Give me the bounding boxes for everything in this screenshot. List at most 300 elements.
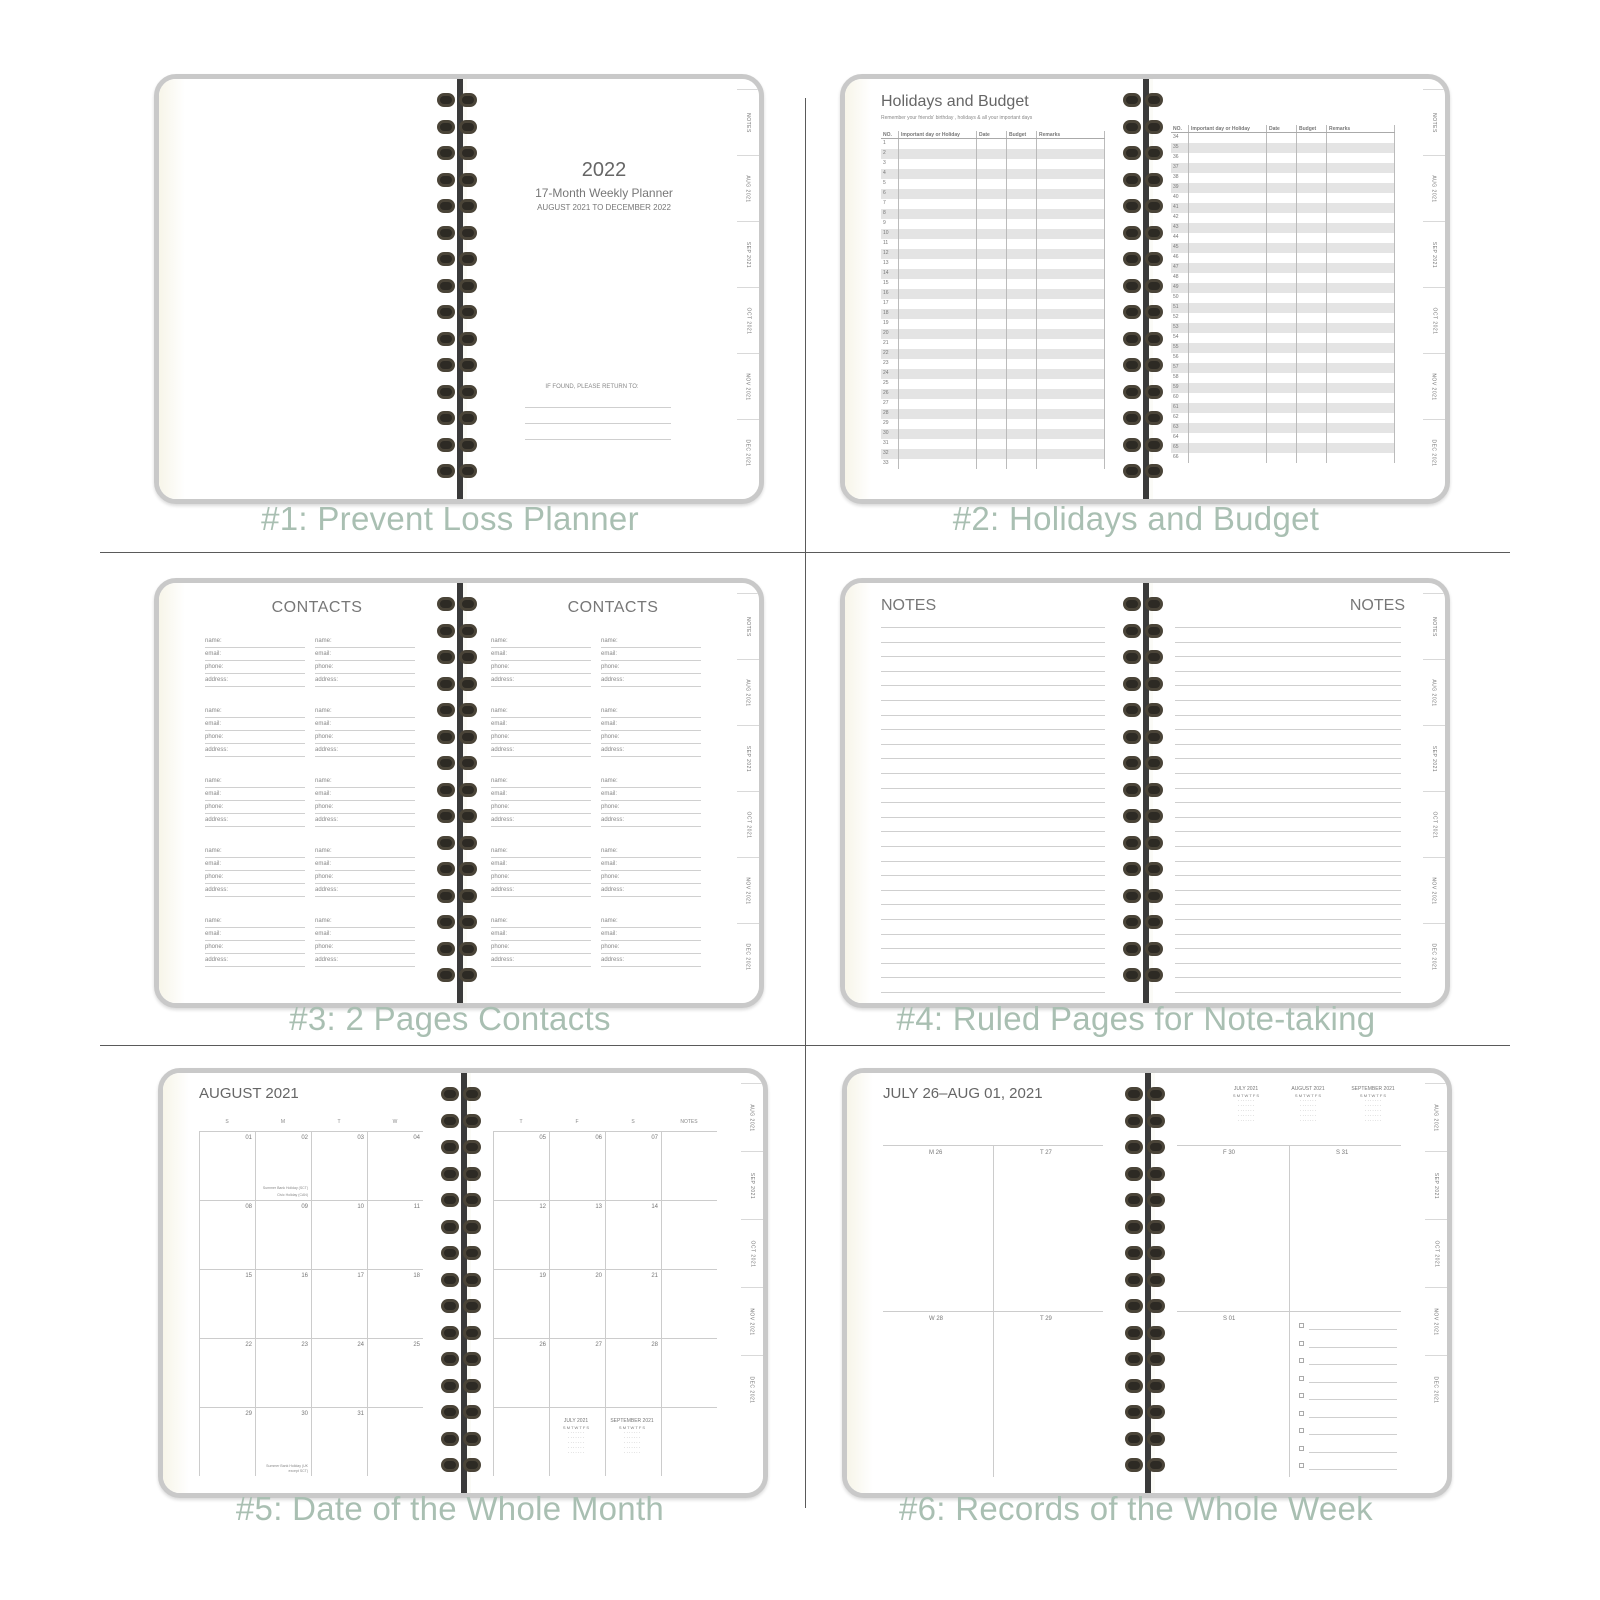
row-cell[interactable] <box>977 439 1007 449</box>
row-cell[interactable] <box>1327 223 1395 233</box>
row-cell[interactable] <box>977 199 1007 209</box>
row-cell[interactable] <box>1267 243 1297 253</box>
contact-field[interactable] <box>205 845 305 858</box>
contact-field[interactable] <box>491 884 591 897</box>
row-cell[interactable] <box>1297 303 1327 313</box>
row-cell[interactable] <box>1007 289 1037 299</box>
contact-field[interactable] <box>491 648 591 661</box>
row-cell[interactable] <box>1297 283 1327 293</box>
row-cell[interactable] <box>1007 199 1037 209</box>
day-cell[interactable] <box>199 1269 255 1338</box>
row-cell[interactable] <box>1007 139 1037 149</box>
month-tab[interactable] <box>1423 791 1445 857</box>
row-cell[interactable] <box>1037 389 1105 399</box>
month-tab[interactable] <box>1425 1355 1447 1423</box>
row-cell[interactable] <box>1037 289 1105 299</box>
row-cell[interactable] <box>1297 253 1327 263</box>
row-cell[interactable] <box>1327 183 1395 193</box>
row-cell[interactable] <box>899 239 977 249</box>
note-line[interactable] <box>881 715 1105 716</box>
note-line[interactable] <box>1175 729 1401 730</box>
row-cell[interactable] <box>1327 313 1395 323</box>
row-cell[interactable] <box>1267 203 1297 213</box>
month-tab[interactable] <box>737 593 759 659</box>
contact-field[interactable] <box>491 915 591 928</box>
row-cell[interactable] <box>899 279 977 289</box>
day-cell[interactable] <box>311 1338 367 1407</box>
month-tab[interactable] <box>1425 1219 1447 1287</box>
note-line[interactable] <box>881 919 1105 920</box>
row-cell[interactable] <box>1007 349 1037 359</box>
row-cell[interactable] <box>977 319 1007 329</box>
row-cell[interactable] <box>1189 183 1267 193</box>
contact-field[interactable] <box>205 705 305 718</box>
row-cell[interactable] <box>1189 263 1267 273</box>
row-cell[interactable] <box>1037 139 1105 149</box>
row-cell[interactable] <box>1189 313 1267 323</box>
note-line[interactable] <box>881 992 1105 993</box>
row-cell[interactable] <box>1189 193 1267 203</box>
row-cell[interactable] <box>1037 309 1105 319</box>
row-cell[interactable] <box>1297 153 1327 163</box>
row-cell[interactable] <box>977 149 1007 159</box>
row-cell[interactable] <box>1037 199 1105 209</box>
day-cell[interactable] <box>255 1338 311 1407</box>
row-cell[interactable] <box>1297 423 1327 433</box>
note-line[interactable] <box>1175 802 1401 803</box>
row-cell[interactable] <box>1327 173 1395 183</box>
day-cell[interactable] <box>255 1269 311 1338</box>
row-cell[interactable] <box>1037 329 1105 339</box>
row-cell[interactable] <box>1189 293 1267 303</box>
contact-field[interactable] <box>315 674 415 687</box>
note-line[interactable] <box>1175 715 1401 716</box>
note-line[interactable] <box>1175 744 1401 745</box>
row-cell[interactable] <box>1189 433 1267 443</box>
row-cell[interactable] <box>1267 413 1297 423</box>
contact-field[interactable] <box>601 788 701 801</box>
contact-field[interactable] <box>205 731 305 744</box>
month-tab[interactable] <box>737 89 759 155</box>
note-line[interactable] <box>881 934 1105 935</box>
day-cell[interactable] <box>605 1200 661 1269</box>
contact-field[interactable] <box>491 718 591 731</box>
row-cell[interactable] <box>977 219 1007 229</box>
note-line[interactable] <box>1175 934 1401 935</box>
row-cell[interactable] <box>1007 389 1037 399</box>
row-cell[interactable] <box>1297 293 1327 303</box>
row-cell[interactable] <box>977 189 1007 199</box>
day-cell[interactable] <box>493 1131 549 1200</box>
row-cell[interactable] <box>1007 429 1037 439</box>
note-line[interactable] <box>1175 700 1401 701</box>
day-cell[interactable] <box>493 1269 549 1338</box>
month-tab[interactable] <box>1423 419 1445 485</box>
todo-line[interactable] <box>1309 1399 1397 1400</box>
todo-line[interactable] <box>1309 1347 1397 1348</box>
row-cell[interactable] <box>1327 133 1395 143</box>
contact-field[interactable] <box>601 775 701 788</box>
row-cell[interactable] <box>1007 379 1037 389</box>
row-cell[interactable] <box>1327 443 1395 453</box>
month-tab[interactable] <box>1425 1151 1447 1219</box>
row-cell[interactable] <box>977 459 1007 469</box>
row-cell[interactable] <box>977 409 1007 419</box>
row-cell[interactable] <box>1037 429 1105 439</box>
notes-cell[interactable] <box>661 1407 717 1476</box>
row-cell[interactable] <box>1297 373 1327 383</box>
row-cell[interactable] <box>1327 333 1395 343</box>
day-cell[interactable] <box>199 1338 255 1407</box>
week-day-cell[interactable] <box>993 1311 1103 1477</box>
contact-field[interactable] <box>205 801 305 814</box>
row-cell[interactable] <box>1327 413 1395 423</box>
row-cell[interactable] <box>1037 299 1105 309</box>
week-day-cell[interactable] <box>1177 1311 1289 1477</box>
row-cell[interactable] <box>1007 409 1037 419</box>
row-cell[interactable] <box>1267 343 1297 353</box>
month-tab[interactable] <box>741 1151 763 1219</box>
row-cell[interactable] <box>1189 363 1267 373</box>
row-cell[interactable] <box>899 199 977 209</box>
row-cell[interactable] <box>899 319 977 329</box>
row-cell[interactable] <box>1297 383 1327 393</box>
row-cell[interactable] <box>1297 173 1327 183</box>
note-line[interactable] <box>881 642 1105 643</box>
row-cell[interactable] <box>977 449 1007 459</box>
row-cell[interactable] <box>1297 433 1327 443</box>
contact-field[interactable] <box>491 801 591 814</box>
row-cell[interactable] <box>1007 439 1037 449</box>
row-cell[interactable] <box>1037 249 1105 259</box>
row-cell[interactable] <box>1189 423 1267 433</box>
todo-checkbox[interactable] <box>1299 1463 1304 1468</box>
note-line[interactable] <box>881 788 1105 789</box>
contact-field[interactable] <box>205 775 305 788</box>
row-cell[interactable] <box>1037 179 1105 189</box>
contact-field[interactable] <box>205 915 305 928</box>
row-cell[interactable] <box>899 269 977 279</box>
note-line[interactable] <box>881 861 1105 862</box>
row-cell[interactable] <box>1007 189 1037 199</box>
todo-checkbox[interactable] <box>1299 1358 1304 1363</box>
row-cell[interactable] <box>1297 193 1327 203</box>
contact-field[interactable] <box>491 954 591 967</box>
row-cell[interactable] <box>1007 209 1037 219</box>
row-cell[interactable] <box>1267 443 1297 453</box>
month-tab[interactable] <box>1423 923 1445 989</box>
contact-field[interactable] <box>601 674 701 687</box>
contact-field[interactable] <box>315 705 415 718</box>
row-cell[interactable] <box>1007 179 1037 189</box>
todo-line[interactable] <box>1309 1452 1397 1453</box>
day-cell[interactable] <box>605 1269 661 1338</box>
note-line[interactable] <box>1175 919 1401 920</box>
row-cell[interactable] <box>899 159 977 169</box>
todo-checkbox[interactable] <box>1299 1376 1304 1381</box>
row-cell[interactable] <box>1267 133 1297 143</box>
month-tab[interactable] <box>737 923 759 989</box>
row-cell[interactable] <box>1267 173 1297 183</box>
row-cell[interactable] <box>899 219 977 229</box>
month-tab[interactable] <box>737 419 759 485</box>
row-cell[interactable] <box>1297 183 1327 193</box>
contact-field[interactable] <box>601 954 701 967</box>
row-cell[interactable] <box>1267 183 1297 193</box>
row-cell[interactable] <box>1267 433 1297 443</box>
row-cell[interactable] <box>1037 409 1105 419</box>
day-cell[interactable] <box>605 1131 661 1200</box>
row-cell[interactable] <box>1189 383 1267 393</box>
row-cell[interactable] <box>1267 273 1297 283</box>
note-line[interactable] <box>1175 642 1401 643</box>
row-cell[interactable] <box>977 169 1007 179</box>
row-cell[interactable] <box>1327 303 1395 313</box>
row-cell[interactable] <box>1189 273 1267 283</box>
row-cell[interactable] <box>1327 153 1395 163</box>
note-line[interactable] <box>881 685 1105 686</box>
row-cell[interactable] <box>977 369 1007 379</box>
note-line[interactable] <box>881 831 1105 832</box>
row-cell[interactable] <box>977 139 1007 149</box>
row-cell[interactable] <box>1297 313 1327 323</box>
row-cell[interactable] <box>1037 439 1105 449</box>
row-cell[interactable] <box>1189 173 1267 183</box>
row-cell[interactable] <box>899 329 977 339</box>
contact-field[interactable] <box>491 858 591 871</box>
row-cell[interactable] <box>1267 223 1297 233</box>
row-cell[interactable] <box>977 349 1007 359</box>
row-cell[interactable] <box>977 279 1007 289</box>
note-line[interactable] <box>1175 992 1401 993</box>
row-cell[interactable] <box>977 329 1007 339</box>
month-tab[interactable] <box>737 353 759 419</box>
row-cell[interactable] <box>899 339 977 349</box>
row-cell[interactable] <box>1297 203 1327 213</box>
contact-field[interactable] <box>205 661 305 674</box>
contact-field[interactable] <box>491 705 591 718</box>
row-cell[interactable] <box>899 179 977 189</box>
row-cell[interactable] <box>1007 159 1037 169</box>
row-cell[interactable] <box>1037 379 1105 389</box>
month-tab[interactable] <box>741 1083 763 1151</box>
month-tab[interactable] <box>1423 593 1445 659</box>
contact-field[interactable] <box>601 845 701 858</box>
row-cell[interactable] <box>1037 169 1105 179</box>
contact-field[interactable] <box>205 648 305 661</box>
contact-field[interactable] <box>601 705 701 718</box>
day-cell[interactable] <box>199 1200 255 1269</box>
contact-field[interactable] <box>315 915 415 928</box>
day-cell[interactable] <box>255 1131 311 1200</box>
month-tab[interactable] <box>737 725 759 791</box>
notes-cell[interactable] <box>661 1200 717 1269</box>
contact-field[interactable] <box>315 954 415 967</box>
note-line[interactable] <box>1175 904 1401 905</box>
contact-field[interactable] <box>601 648 701 661</box>
row-cell[interactable] <box>1327 243 1395 253</box>
row-cell[interactable] <box>1297 333 1327 343</box>
row-cell[interactable] <box>1297 413 1327 423</box>
row-cell[interactable] <box>1327 433 1395 443</box>
row-cell[interactable] <box>1267 313 1297 323</box>
contact-field[interactable] <box>205 871 305 884</box>
note-line[interactable] <box>881 963 1105 964</box>
row-cell[interactable] <box>977 249 1007 259</box>
row-cell[interactable] <box>1327 233 1395 243</box>
row-cell[interactable] <box>1007 299 1037 309</box>
week-day-cell[interactable] <box>993 1145 1103 1311</box>
row-cell[interactable] <box>1327 143 1395 153</box>
day-cell[interactable] <box>199 1407 255 1476</box>
note-line[interactable] <box>1175 671 1401 672</box>
contact-field[interactable] <box>601 661 701 674</box>
row-cell[interactable] <box>1327 273 1395 283</box>
row-cell[interactable] <box>899 229 977 239</box>
row-cell[interactable] <box>1327 403 1395 413</box>
row-cell[interactable] <box>899 359 977 369</box>
week-day-cell[interactable] <box>1177 1145 1289 1311</box>
row-cell[interactable] <box>1297 163 1327 173</box>
row-cell[interactable] <box>1297 323 1327 333</box>
row-cell[interactable] <box>899 449 977 459</box>
note-line[interactable] <box>1175 875 1401 876</box>
row-cell[interactable] <box>1037 259 1105 269</box>
row-cell[interactable] <box>1189 343 1267 353</box>
row-cell[interactable] <box>899 409 977 419</box>
note-line[interactable] <box>1175 758 1401 759</box>
row-cell[interactable] <box>899 169 977 179</box>
row-cell[interactable] <box>1267 233 1297 243</box>
month-tab[interactable] <box>1423 89 1445 155</box>
month-tab[interactable] <box>737 857 759 923</box>
contact-field[interactable] <box>491 731 591 744</box>
row-cell[interactable] <box>1189 253 1267 263</box>
day-cell[interactable] <box>549 1200 605 1269</box>
month-tab[interactable] <box>1423 221 1445 287</box>
row-cell[interactable] <box>899 399 977 409</box>
row-cell[interactable] <box>899 149 977 159</box>
row-cell[interactable] <box>1189 153 1267 163</box>
row-cell[interactable] <box>977 339 1007 349</box>
note-line[interactable] <box>881 700 1105 701</box>
row-cell[interactable] <box>1297 443 1327 453</box>
row-cell[interactable] <box>1007 259 1037 269</box>
row-cell[interactable] <box>1297 453 1327 463</box>
row-cell[interactable] <box>1327 453 1395 463</box>
row-cell[interactable] <box>977 299 1007 309</box>
note-line[interactable] <box>881 802 1105 803</box>
row-cell[interactable] <box>1189 143 1267 153</box>
row-cell[interactable] <box>1297 213 1327 223</box>
row-cell[interactable] <box>1327 293 1395 303</box>
month-tab[interactable] <box>737 287 759 353</box>
note-line[interactable] <box>1175 831 1401 832</box>
row-cell[interactable] <box>1327 163 1395 173</box>
row-cell[interactable] <box>1007 399 1037 409</box>
month-tab[interactable] <box>1423 857 1445 923</box>
contact-field[interactable] <box>491 941 591 954</box>
row-cell[interactable] <box>1297 263 1327 273</box>
row-cell[interactable] <box>1037 209 1105 219</box>
row-cell[interactable] <box>1037 319 1105 329</box>
row-cell[interactable] <box>1327 253 1395 263</box>
row-cell[interactable] <box>1327 193 1395 203</box>
row-cell[interactable] <box>1189 283 1267 293</box>
note-line[interactable] <box>1175 977 1401 978</box>
contact-field[interactable] <box>601 814 701 827</box>
todo-checkbox[interactable] <box>1299 1446 1304 1451</box>
contact-field[interactable] <box>491 788 591 801</box>
todo-checkbox[interactable] <box>1299 1411 1304 1416</box>
row-cell[interactable] <box>1297 393 1327 403</box>
row-cell[interactable] <box>899 429 977 439</box>
row-cell[interactable] <box>1189 133 1267 143</box>
month-tab[interactable] <box>1423 725 1445 791</box>
contact-field[interactable] <box>491 775 591 788</box>
row-cell[interactable] <box>977 229 1007 239</box>
row-cell[interactable] <box>1327 383 1395 393</box>
row-cell[interactable] <box>899 209 977 219</box>
month-tab[interactable] <box>1423 287 1445 353</box>
month-tab[interactable] <box>1423 353 1445 419</box>
day-cell[interactable] <box>255 1200 311 1269</box>
row-cell[interactable] <box>899 419 977 429</box>
note-line[interactable] <box>881 817 1105 818</box>
row-cell[interactable] <box>977 309 1007 319</box>
row-cell[interactable] <box>1327 373 1395 383</box>
month-tab[interactable] <box>737 221 759 287</box>
row-cell[interactable] <box>1327 353 1395 363</box>
row-cell[interactable] <box>1267 363 1297 373</box>
row-cell[interactable] <box>1037 369 1105 379</box>
row-cell[interactable] <box>899 249 977 259</box>
row-cell[interactable] <box>977 259 1007 269</box>
contact-field[interactable] <box>205 674 305 687</box>
note-line[interactable] <box>1175 656 1401 657</box>
row-cell[interactable] <box>1037 339 1105 349</box>
row-cell[interactable] <box>1297 223 1327 233</box>
row-cell[interactable] <box>1007 459 1037 469</box>
month-tab[interactable] <box>737 155 759 221</box>
row-cell[interactable] <box>1297 133 1327 143</box>
day-cell[interactable] <box>493 1200 549 1269</box>
contact-field[interactable] <box>315 814 415 827</box>
note-line[interactable] <box>881 744 1105 745</box>
row-cell[interactable] <box>1007 249 1037 259</box>
todo-line[interactable] <box>1309 1469 1397 1470</box>
note-line[interactable] <box>881 627 1105 628</box>
todo-checkbox[interactable] <box>1299 1393 1304 1398</box>
row-cell[interactable] <box>1007 449 1037 459</box>
row-cell[interactable] <box>1037 239 1105 249</box>
day-cell[interactable] <box>311 1407 367 1476</box>
month-tab[interactable] <box>741 1219 763 1287</box>
row-cell[interactable] <box>1007 419 1037 429</box>
day-cell[interactable] <box>367 1200 423 1269</box>
contact-field[interactable] <box>601 928 701 941</box>
row-cell[interactable] <box>899 379 977 389</box>
row-cell[interactable] <box>899 369 977 379</box>
row-cell[interactable] <box>1007 219 1037 229</box>
contact-field[interactable] <box>491 871 591 884</box>
contact-field[interactable] <box>205 744 305 757</box>
row-cell[interactable] <box>977 239 1007 249</box>
row-cell[interactable] <box>899 309 977 319</box>
row-cell[interactable] <box>1037 359 1105 369</box>
notes-cell[interactable] <box>661 1269 717 1338</box>
row-cell[interactable] <box>1267 353 1297 363</box>
